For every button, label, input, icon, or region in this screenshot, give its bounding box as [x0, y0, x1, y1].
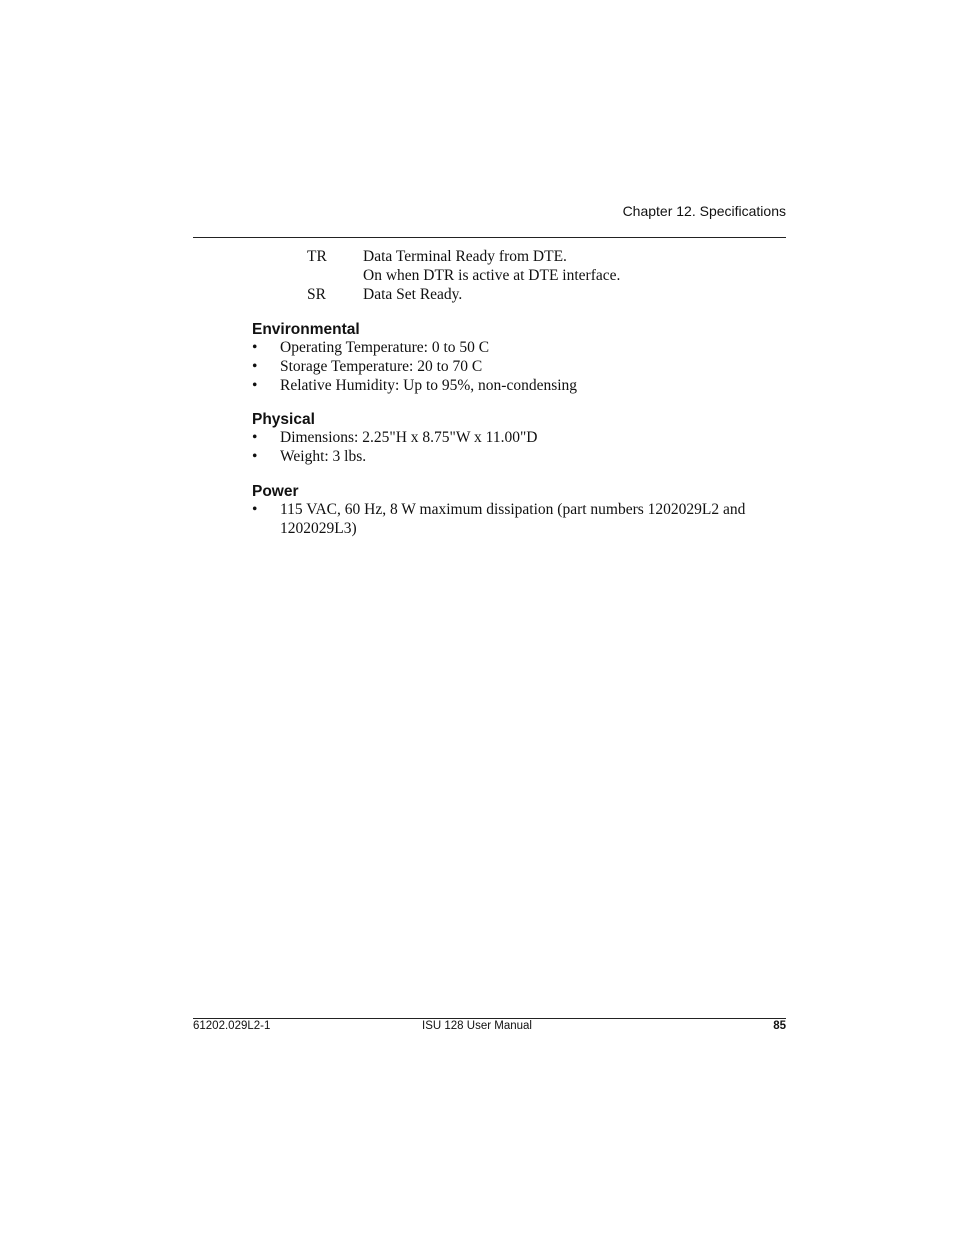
physical-list — [252, 428, 786, 466]
bullet: • — [252, 501, 258, 518]
signal-code: SR — [307, 286, 326, 303]
list-item: • Weight: 3 lbs. — [252, 448, 367, 465]
bullet: • — [252, 429, 258, 446]
footer-rule — [193, 1018, 786, 1019]
signal-description: Data Set Ready. — [363, 286, 463, 303]
power-list — [252, 500, 786, 538]
page-number: 85 — [773, 1020, 786, 1032]
running-header: Chapter 12. Specifications — [622, 203, 786, 219]
list-item: • Dimensions: 2.25"H x 8.75"W x 11.00"D — [252, 429, 538, 446]
list-item: • Relative Humidity: Up to 95%, non-condensing — [252, 377, 578, 394]
section-heading-environmental: Environmental — [252, 321, 360, 338]
section-heading-physical: Physical — [252, 411, 315, 428]
list-item: • Storage Temperature: 20 to 70 C — [252, 358, 483, 375]
bullet: • — [252, 448, 258, 465]
section-heading-power: Power — [252, 483, 299, 500]
list-item: • 115 VAC, 60 Hz, 8 W maximum dissipation (part numbers 1202029L2 and 1202029L3) — [252, 501, 746, 537]
list-item: • Operating Temperature: 0 to 50 C — [252, 339, 490, 356]
signal-code: TR — [307, 248, 327, 265]
bullet: • — [252, 377, 258, 394]
header-rule — [193, 237, 786, 238]
footer-doc-number: 61202.029L2-1 — [193, 1020, 271, 1032]
environmental-list — [252, 338, 786, 395]
bullet: • — [252, 358, 258, 375]
signal-description: On when DTR is active at DTE interface. — [363, 267, 621, 284]
footer-manual-title: ISU 128 User Manual — [422, 1020, 532, 1032]
bullet: • — [252, 339, 258, 356]
signal-description: Data Terminal Ready from DTE. — [363, 248, 567, 265]
